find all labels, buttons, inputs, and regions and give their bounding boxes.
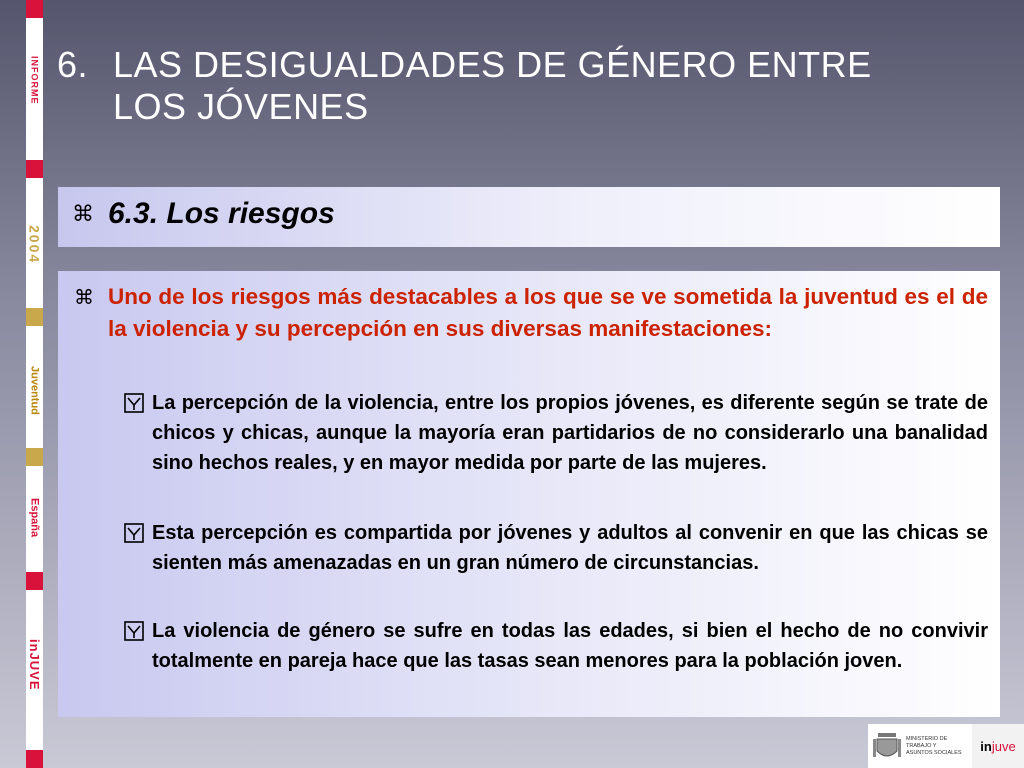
subtitle-box	[58, 187, 1000, 247]
content-box	[58, 271, 1000, 717]
main-point: Uno de los riesgos más destacables a los que se ve sometida la juventud es el de la violencia y su percepción en sus diversas manifestaciones:	[108, 284, 988, 341]
section-subtitle: 6.3. Los riesgos	[108, 197, 335, 230]
strip-label-juventud: Juventud	[28, 365, 41, 415]
strip-red-block	[26, 160, 43, 178]
strip-red-block	[26, 572, 43, 590]
injuve-logo	[972, 724, 1024, 768]
sub-point: La percepción de la violencia, entre los propios jóvenes, es diferente según se trate de chicos y chicas, aunque la mayoría eran partidarios de no considerarlo una banalidad sino hechos reales, y en mayor medida por parte de las mujeres.	[152, 392, 988, 474]
strip-label-injuve: inJUVE	[27, 639, 42, 691]
checkbox-bullet-icon	[124, 621, 144, 641]
injuve-logo-in: in	[980, 738, 992, 754]
strip-label-informe: INFORME	[29, 55, 40, 105]
sub-point: La violencia de género se sufre en todas las edades, si bien el hecho de no convivir totalmente en pareja hace que las tasas sean menores para la población joven.	[152, 620, 988, 672]
strip-gold-block	[26, 308, 43, 326]
title-text-2: LOS JÓVENES	[113, 86, 369, 127]
strip-red-block	[26, 750, 43, 768]
sub-point: Esta percepción es compartida por jóvenes y adultos al convenir en que las chicas se sienten más amenazadas en un gran número de circunstancias.	[152, 522, 988, 574]
checkbox-bullet-icon	[124, 523, 144, 543]
coat-of-arms-icon	[872, 729, 902, 763]
title-number: 6.	[57, 44, 89, 85]
command-bullet-icon: ⌘	[72, 201, 94, 226]
strip-red-block	[26, 0, 43, 18]
title-line-2	[57, 86, 997, 128]
branding-strip	[26, 0, 43, 768]
injuve-logo-rest: juve	[991, 738, 1016, 754]
title-text-1: LAS DESIGUALDADES DE GÉNERO ENTRE	[113, 44, 872, 85]
strip-label-espana: España	[28, 498, 41, 538]
ministry-name: MINISTERIO DE TRABAJO Y ASUNTOS SOCIALES	[906, 735, 962, 756]
ministry-logo	[868, 724, 972, 768]
strip-label-year: 2004	[26, 225, 43, 265]
checkbox-bullet-icon	[124, 393, 144, 413]
slide-title	[57, 44, 997, 128]
strip-gold-block	[26, 448, 43, 466]
command-bullet-icon: ⌘	[74, 287, 94, 309]
title-line-1	[57, 44, 997, 86]
